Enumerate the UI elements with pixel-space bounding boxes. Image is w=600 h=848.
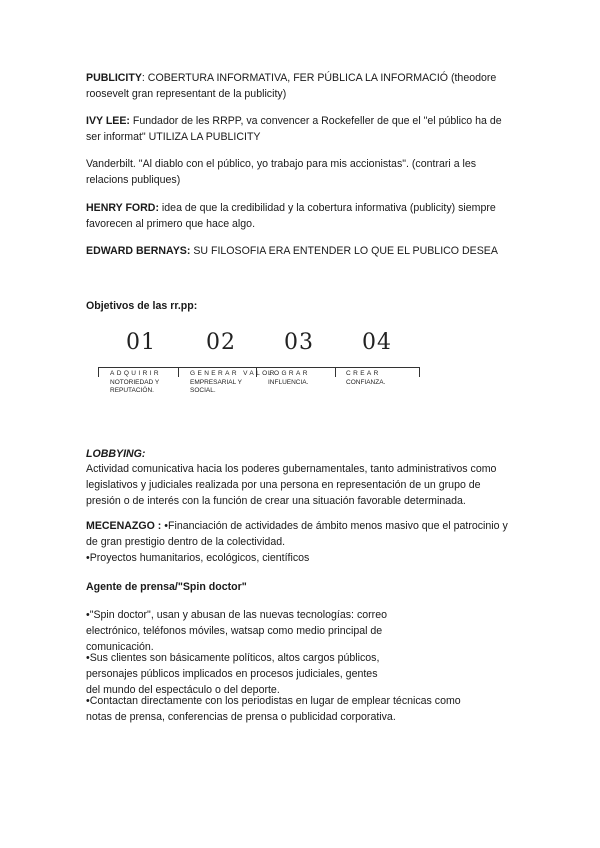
stage-verb: GENERAR VALOR: [190, 370, 277, 377]
timeline-line: [98, 367, 420, 368]
timeline-tick: [419, 367, 420, 377]
stage-description: INFLUENCIA.: [268, 379, 309, 386]
stage-number: 02: [206, 330, 236, 355]
mecenazgo-paragraph: [86, 518, 520, 550]
mecenazgo-label: MECENAZGO :: [86, 520, 162, 532]
objectives-title: Objetivos de las rr.pp:: [86, 300, 198, 312]
vanderbilt-paragraph: [86, 156, 506, 188]
stage-verb: CREAR: [346, 370, 381, 377]
timeline-tick: [335, 367, 336, 377]
publicity-label: PUBLICITY: [86, 72, 142, 84]
stage-number: 04: [362, 330, 392, 355]
edward-bernays-paragraph: [86, 243, 526, 259]
henry-ford-label: HENRY FORD:: [86, 202, 159, 214]
ivy-lee-text: Fundador de les RRPP, va convencer a Rockefeller de que el "el público ha de ser informat" UTILIZA LA PUBLICITY: [86, 115, 502, 143]
stage-description: EMPRESARIAL Y SOCIAL.: [190, 379, 242, 394]
publicity-paragraph: [86, 70, 506, 102]
stage-number: 03: [284, 330, 314, 355]
stage-description: NOTORIEDAD Y REPUTACIÓN.: [110, 379, 160, 394]
agente-bullet-2: •Sus clientes son básicamente políticos, altos cargos públicos, personajes públicos implicados en procesos judiciales, gentes del mundo del espectáculo o del deporte.: [86, 652, 380, 696]
henry-ford-paragraph: [86, 200, 518, 232]
timeline-tick: [98, 367, 99, 377]
stage-verb: ADQUIRIR: [110, 370, 161, 377]
stage-verb: LOGRAR: [268, 370, 310, 377]
agente-title: Agente de prensa/"Spin doctor": [86, 581, 247, 593]
edward-bernays-text: SU FILOSOFIA ERA ENTENDER LO QUE EL PUBLICO DESEA: [190, 245, 498, 257]
henry-ford-text: idea de que la credibilidad y la cobertura informativa (publicity) siempre favorecen al primero que hace algo.: [86, 202, 496, 230]
vanderbilt-text: Vanderbilt. "Al diablo con el público, yo trabajo para mis accionistas". (contrari a les relacions publiques): [86, 158, 477, 186]
agente-bullet-3: •Contactan directamente con los periodistas en lugar de emplear técnicas como notas de prensa, conferencias de prensa o publicidad corporativa.: [86, 695, 461, 723]
agente-bullet-1: •"Spin doctor", usan y abusan de las nuevas tecnologías: correo electrónico, teléfonos móviles, watsap como medio principal de comunicación.: [86, 609, 387, 653]
objectives-diagram: [98, 330, 418, 412]
publicity-text: : COBERTURA INFORMATIVA, FER PÚBLICA LA INFORMACIÓ (theodore roosevelt gran representant de la publicity): [86, 72, 497, 100]
ivy-lee-label: IVY LEE:: [86, 115, 130, 127]
lobbying-title: LOBBYING:: [86, 448, 146, 460]
timeline-tick: [178, 367, 179, 377]
stage-number: 01: [126, 330, 156, 355]
mecenazgo-bullet: •Proyectos humanitarios, ecológicos, científicos: [86, 552, 310, 564]
ivy-lee-paragraph: [86, 113, 514, 145]
stage-description: CONFIANZA.: [346, 379, 386, 386]
lobbying-text: Actividad comunicativa hacia los poderes gubernamentales, tanto administrativos como legislativos y judiciales realizada por una persona en representación de un grupo de presión o de interés con la función de crear una situación favorable determinada.: [86, 463, 497, 507]
edward-bernays-label: EDWARD BERNAYS:: [86, 245, 191, 257]
mecenazgo-text: •Financiación de actividades de ámbito menos masivo que el patrocinio y de gran prestigio dentro de la colectividad.: [86, 520, 508, 548]
